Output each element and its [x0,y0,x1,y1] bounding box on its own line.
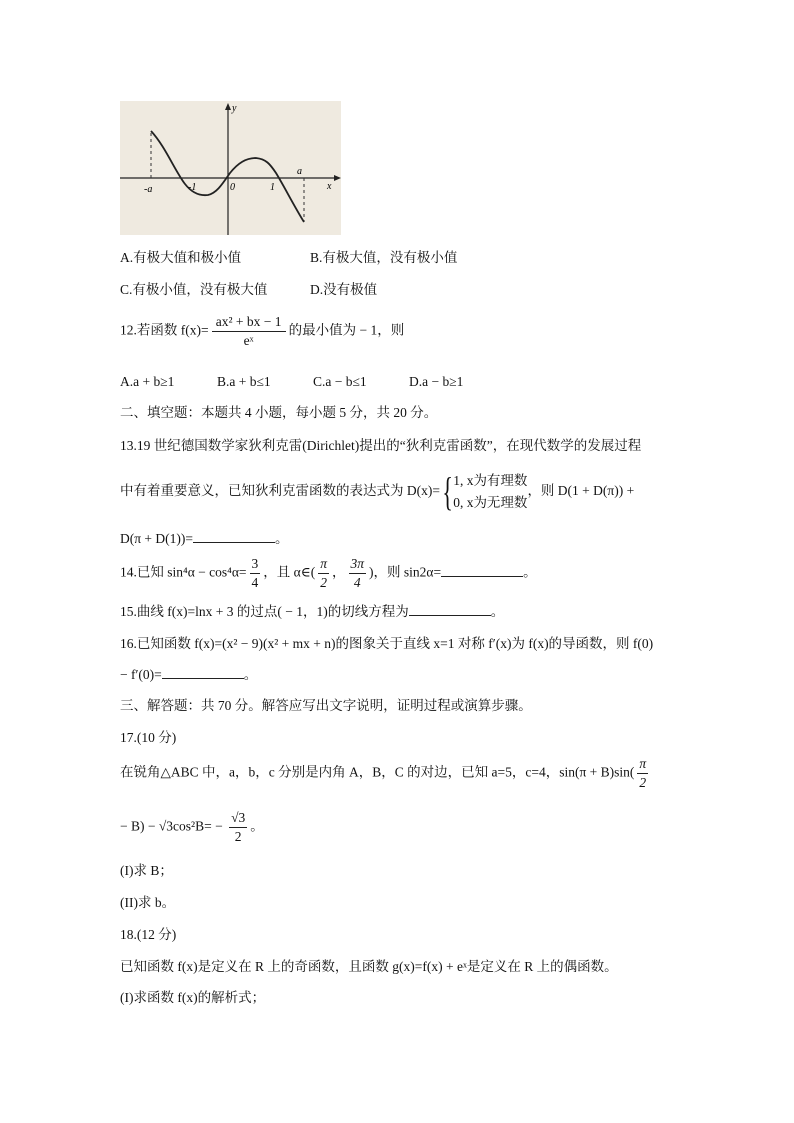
q11-option-a: A.有极大值和极小值 [120,250,242,265]
q13-line-2 [120,470,634,514]
q17-line-2-b: cos²B= − [173,818,227,834]
q14-comma: ， [332,564,346,580]
q17-part-2: (II)求 b。 [120,895,176,910]
label-origin: 0 [230,182,235,193]
q18-heading: 18.(12 分) [120,927,177,942]
q17-line-1 [120,756,651,791]
q13-end: 。 [275,531,289,546]
q11-option-c: C.有极小值，没有极大值 [120,282,268,297]
y-axis-arrow [225,103,231,110]
q16-end: 。 [243,667,258,682]
q13-answer-blank[interactable] [193,530,275,543]
q17-f2-den: 2 [234,829,242,844]
q17-f-num: π [637,756,648,774]
q16-line-1: 16.已知函数 f(x)=(x² − 9)(x² + mx + n)的图象关于直线 x=1 对称 f′(x)为 f(x)的导函数，则 f(0) [120,636,654,651]
q15-end: 。 [490,604,505,619]
q16-line-2 [120,666,257,684]
q13-case-2: 0, x为无理数 [453,495,528,510]
q17-end: 。 [250,818,264,834]
q17-part-1: (I)求 B； [120,863,173,878]
label-neg-1: -1 [188,182,197,193]
q13-case-1: 1, x为有理数 [453,473,528,488]
label-neg-a: -a [144,184,153,195]
q13-brace: { [442,469,453,514]
q12-denominator: eˣ [243,333,254,348]
q14-frac-num: 3 [250,556,261,574]
q12-fraction [212,314,286,349]
q14-f1-den: 2 [320,575,327,590]
function-graph [120,101,341,235]
q12-option-a: A.a + b≥1 [120,374,175,389]
q13-line-3 [120,530,289,548]
q16-line-2-text: − f′(0)= [120,667,162,682]
q12-option-b: B.a + b≤1 [217,374,271,389]
q11-option-d: D.没有极值 [310,282,378,297]
question-15 [120,603,504,621]
q13-line-3-text: D(π + D(1))= [120,531,194,546]
x-axis-arrow [334,175,341,181]
function-graph-figure [120,101,341,235]
q15-answer-blank[interactable] [409,603,491,616]
q13-line-2-suffix: ，则 D(1 + D(π)) + [527,483,635,499]
q17-line-1-text: 在锐角△ABC 中，a，b，c 分别是内角 A，B，C 的对边，已知 a=5，c=4，sin(π + B)sin( [120,764,635,780]
q17-sqrt3: √3 [158,818,174,834]
section-3-heading: 三、解答题：共 70 分。解答应写出文字说明，证明过程或演算步骤。 [120,698,532,713]
q14-frac-den: 4 [251,575,259,590]
q17-heading: 17.(10 分) [120,730,177,745]
q17-frac-sqrt3-2 [229,810,247,845]
q17-line-2-a: − B) − [120,818,159,834]
label-x: x [327,181,332,192]
label-a: a [297,166,302,177]
label-1: 1 [270,182,275,193]
q17-f-den: 2 [639,775,647,790]
q17-f2-num: √3 [229,810,247,828]
q14-answer-blank[interactable] [441,564,523,577]
label-y: y [232,103,237,114]
q12-numerator: ax² + bx − 1 [212,314,286,332]
q13-line-2-prefix: 中有着重要意义，已知狄利克雷函数的表达式为 D(x)= [120,483,440,499]
q14-end: 。 [523,564,537,580]
section-2-heading: 二、填空题：本题共 4 小题，每小题 5 分，共 20 分。 [120,405,438,420]
q12-suffix: 的最小值为 − 1，则 [288,322,405,338]
q14-f1-num: π [318,556,329,574]
q11-option-b: B.有极大值，没有极小值 [310,250,458,265]
q14-mid: ，且 α∈( [263,564,316,580]
q16-answer-blank[interactable] [162,666,244,679]
q17-line-2 [120,810,264,845]
q13-line-1: 13.19 世纪德国数学家狄利克雷(Dirichlet)提出的“狄利克雷函数”，在现代数学的发展过程 [120,438,642,453]
q17-frac-pi-2 [637,756,648,791]
q18-part-1: (I)求函数 f(x)的解析式； [120,990,266,1005]
q12-option-d: D.a − b≥1 [409,374,464,389]
q14-prefix: 14.已知 sin⁴α − cos⁴α= [120,564,247,580]
q18-line-1: 已知函数 f(x)是定义在 R 上的奇函数，且函数 g(x)=f(x) + eˣ是定义在 R 上的偶函数。 [120,959,618,974]
q14-frac-pi-2 [318,556,329,591]
q14-f2-den: 4 [353,575,361,590]
question-14 [120,556,537,591]
question-12 [120,314,404,349]
q15-text: 15.曲线 f(x)=lnx + 3 的过点( − 1，1)的切线方程为 [120,604,409,619]
q12-option-c: C.a − b≤1 [313,374,367,389]
q13-cases [453,470,527,514]
q14-frac-3pi-4 [349,556,367,591]
q14-f2-num: 3π [349,556,367,574]
q14-suffix: )，则 sin2α= [369,564,442,580]
q14-frac-3-4 [250,556,261,591]
q12-prefix: 12.若函数 f(x)= [120,322,209,338]
